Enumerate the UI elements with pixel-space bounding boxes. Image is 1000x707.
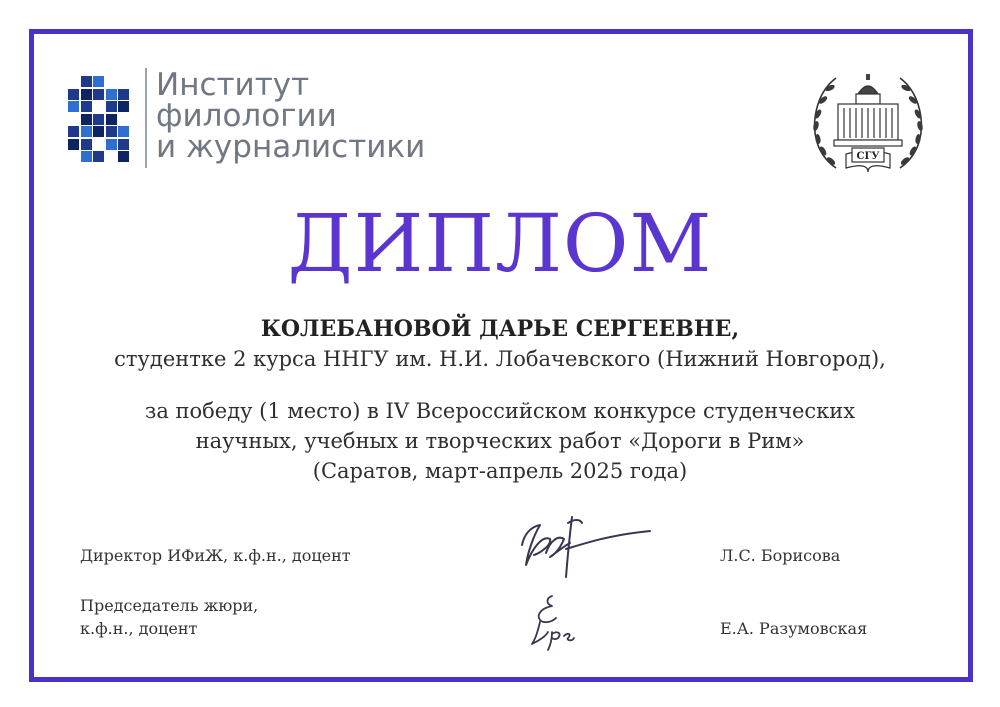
director-name: Л.С. Борисова xyxy=(720,546,841,565)
recipient-affiliation: студентке 2 курса ННГУ им. Н.И. Лобачевского (Нижний Новгород), xyxy=(114,347,886,371)
institute-name-line-2: филологии xyxy=(156,98,337,134)
logo-mosaic-tile xyxy=(81,101,92,112)
diploma-title: ДИПЛОМ xyxy=(287,197,713,290)
institute-name-line-1: Институт xyxy=(156,67,310,103)
institute-name-line-3: и журналистики xyxy=(156,129,426,165)
logo-mosaic-tile xyxy=(118,126,129,137)
logo-mosaic-tile xyxy=(81,151,92,162)
logo-mosaic-tile xyxy=(81,139,92,150)
logo-mosaic-tile xyxy=(106,126,117,137)
logo-mosaic-tile xyxy=(93,126,104,137)
jury-chair-signature xyxy=(522,592,592,654)
logo-mosaic-tile xyxy=(118,151,129,162)
logo-mosaic-tile xyxy=(68,101,79,112)
logo-mosaic-tile xyxy=(118,89,129,100)
award-line-3: (Саратов, март-апрель 2025 года) xyxy=(312,459,688,483)
logo-mosaic-tile xyxy=(93,151,104,162)
institute-logo xyxy=(68,68,488,178)
institute-name xyxy=(156,67,426,165)
logo-mosaic-tile xyxy=(106,139,117,150)
logo-mosaic-tile xyxy=(93,114,104,125)
logo-mosaic-tile xyxy=(118,101,129,112)
logo-mosaic-tile xyxy=(93,89,104,100)
jury-chair-position-line-2: к.ф.н., доцент xyxy=(80,619,198,638)
logo-mosaic-tile xyxy=(68,89,79,100)
logo-mosaic-tile xyxy=(106,101,117,112)
director-signature xyxy=(510,505,660,585)
logo-mosaic-tile xyxy=(81,126,92,137)
award-line-2: научных, учебных и творческих работ «Дороги в Рим» xyxy=(195,429,805,453)
emblem-label: СГУ xyxy=(856,151,880,162)
director-position: Директор ИФиЖ, к.ф.н., доцент xyxy=(80,546,351,565)
award-line-1: за победу (1 место) в IV Всероссийском конкурсе студенческих xyxy=(144,399,856,423)
logo-mosaic-icon xyxy=(68,76,130,162)
logo-mosaic-tile xyxy=(106,114,117,125)
university-emblem xyxy=(806,64,930,184)
logo-mosaic-tile xyxy=(81,114,92,125)
logo-mosaic-tile xyxy=(118,139,129,150)
recipient-name: КОЛЕБАНОВОЙ ДАРЬЕ СЕРГЕЕВНЕ, xyxy=(260,316,740,342)
logo-mosaic-tile xyxy=(81,89,92,100)
logo-mosaic-tile xyxy=(81,76,92,87)
logo-divider xyxy=(145,68,147,168)
logo-mosaic-tile xyxy=(93,76,104,87)
jury-chair-position-line-1: Председатель жюри, xyxy=(80,596,259,615)
logo-mosaic-tile xyxy=(68,126,79,137)
jury-chair-name: Е.А. Разумовская xyxy=(720,619,868,638)
logo-mosaic-tile xyxy=(106,89,117,100)
logo-mosaic-tile xyxy=(68,139,79,150)
